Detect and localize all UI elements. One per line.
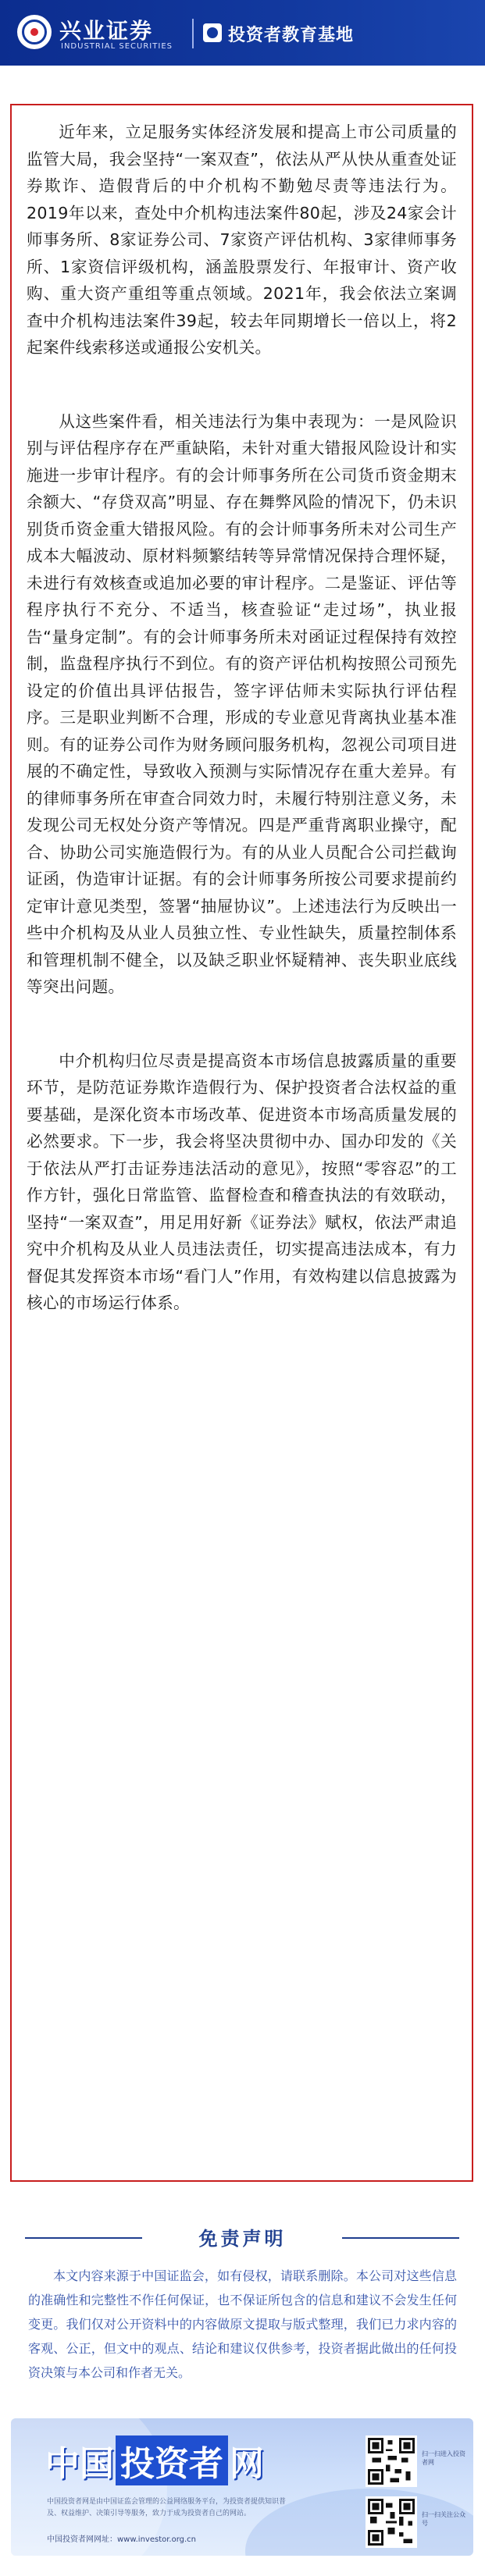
industrial-securities-logo-icon bbox=[17, 15, 52, 49]
banner-title-highlight: 投资者 bbox=[116, 2435, 228, 2485]
article-paragraph: 近年来，立足服务实体经济发展和提高上市公司质量的监管大局，我会坚持“一案双查”，依法从严从快从重查处证券欺诈、造假背后的中介机构不勤勉尽责等违法行为。2019年以来，查处中介机构违法案件80起，涉及24家会计师事务所、8家证券公司、7家资产评估机构、3家律师事务所、1家资信评级机构，涵盖股票发行、年报审计、资产收购、重大资产重组等重点领域。2021年，我会依法立案调查中介机构违法案件39起，较去年同期增长一倍以上，将2起案件线索移送或通报公安机关。 bbox=[27, 123, 457, 357]
article-paragraph: 中介机构归位尽责是提高资本市场信息披露质量的重要环节，是防范证券欺诈造假行为、保护投资者合法权益的重要基础，是深化资本市场改革、促进资本市场高质量发展的必然要求。下一步，我会将坚决贯彻中办、国办印发的《关于依法从严打击证券违法活动的意见》，按照“零容忍”的工作方针，强化日常监管、监督检查和稽查执法的有效联动，坚持“一案双查”，用足用好新《证券法》赋权，依法严肃追究中介机构及从业人员违法责任，切实提高违法成本，有力督促其发挥资本市场“看门人”作用，有效构建以信息披露为核心的市场运行体系。 bbox=[27, 1051, 457, 1312]
banner-title-part: 网 bbox=[230, 2444, 264, 2484]
education-base-icon bbox=[203, 23, 222, 42]
website-qr-code-icon[interactable] bbox=[366, 2435, 417, 2487]
brand-name-en: INDUSTRIAL SECURITIES bbox=[61, 42, 173, 51]
education-base-title: 投资者教育基地 bbox=[228, 26, 355, 45]
disclaimer-text: 本文内容来源于中国证监会，如有侵权，请联系删除。本公司对这些信息的准确性和完整性不作任何保证，也不保证所包含的信息和建议不会发生任何变更。我们仅对公开资料中的内容做原文提取与版式整理，我们已力求内容的客观、公正，但文中的观点、结论和建议仅供参考，投资者据此做出的任何投资决策与本公司和作者无关。 bbox=[28, 2268, 457, 2380]
header-bar bbox=[0, 0, 485, 66]
article-body bbox=[27, 119, 457, 1364]
banner-title-part: 中国 bbox=[45, 2444, 114, 2484]
wechat-qr-code-icon[interactable] bbox=[366, 2496, 417, 2548]
brand-name: 兴业证券 bbox=[59, 18, 154, 44]
qr-caption-wechat: 扫一扫关注公众号 bbox=[422, 2511, 465, 2527]
header-divider bbox=[192, 19, 194, 48]
investor-network-banner[interactable] bbox=[11, 2418, 473, 2556]
article-paragraph: 从这些案件看，相关违法行为集中表现为：一是风险识别与评估程序存在严重缺陷，未针对重大错报风险设计和实施进一步审计程序。有的会计师事务所在公司货币资金期末余额大、“存贷双高”明显、存在舞弊风险的情况下，仍未识别货币资金重大错报风险。有的会计师事务所未对公司生产成本大幅波动、原材料频繁结转等异常情况保持合理怀疑，未进行有效核查或追加必要的审计程序。二是鉴证、评估等程序执行不充分、不适当，核查验证“走过场”，执业报告“量身定制”。有的会计师事务所未对函证过程保持有效控制，监盘程序执行不到位。有的资产评估机构按照公司预先设定的价值出具评估报告，签字评估师未实际执行评估程序。三是职业判断不合理，形成的专业意见背离执业基本准则。有的证券公司作为财务顾问服务机构，忽视公司项目进展的不确定性，导致收入预测与实际情况存在重大差异。有的律师事务所在审查合同效力时，未履行特别注意义务，未发现公司无权处分资产等情况。四是严重背离职业操守，配合、协助公司实施造假行为。有的从业人员配合公司拦截询证函，伪造审计证据。有的会计师事务所按公司要求提前约定审计意见类型，签署“抽屉协议”。上述违法行为反映出一些中介机构及从业人员独立性、专业性缺失，质量控制体系和管理机制不健全，以及缺乏职业怀疑精神、丧失职业底线等突出问题。 bbox=[27, 411, 457, 996]
disclaimer-title: 免责声明 bbox=[198, 2227, 287, 2250]
banner-website-link[interactable]: 中国投资者网网址：www.investor.org.cn bbox=[47, 2535, 197, 2544]
banner-description: 中国投资者网是由中国证监会管理的公益网络服务平台，为投资者提供知识普及、权益维护、决策引导等服务，致力于成为投资者自己的网站。 bbox=[47, 2498, 287, 2517]
disclaimer-divider-right bbox=[342, 2237, 459, 2239]
qr-caption-website: 扫一扫进入投资者网 bbox=[422, 2450, 465, 2466]
banner-title bbox=[45, 2435, 264, 2485]
